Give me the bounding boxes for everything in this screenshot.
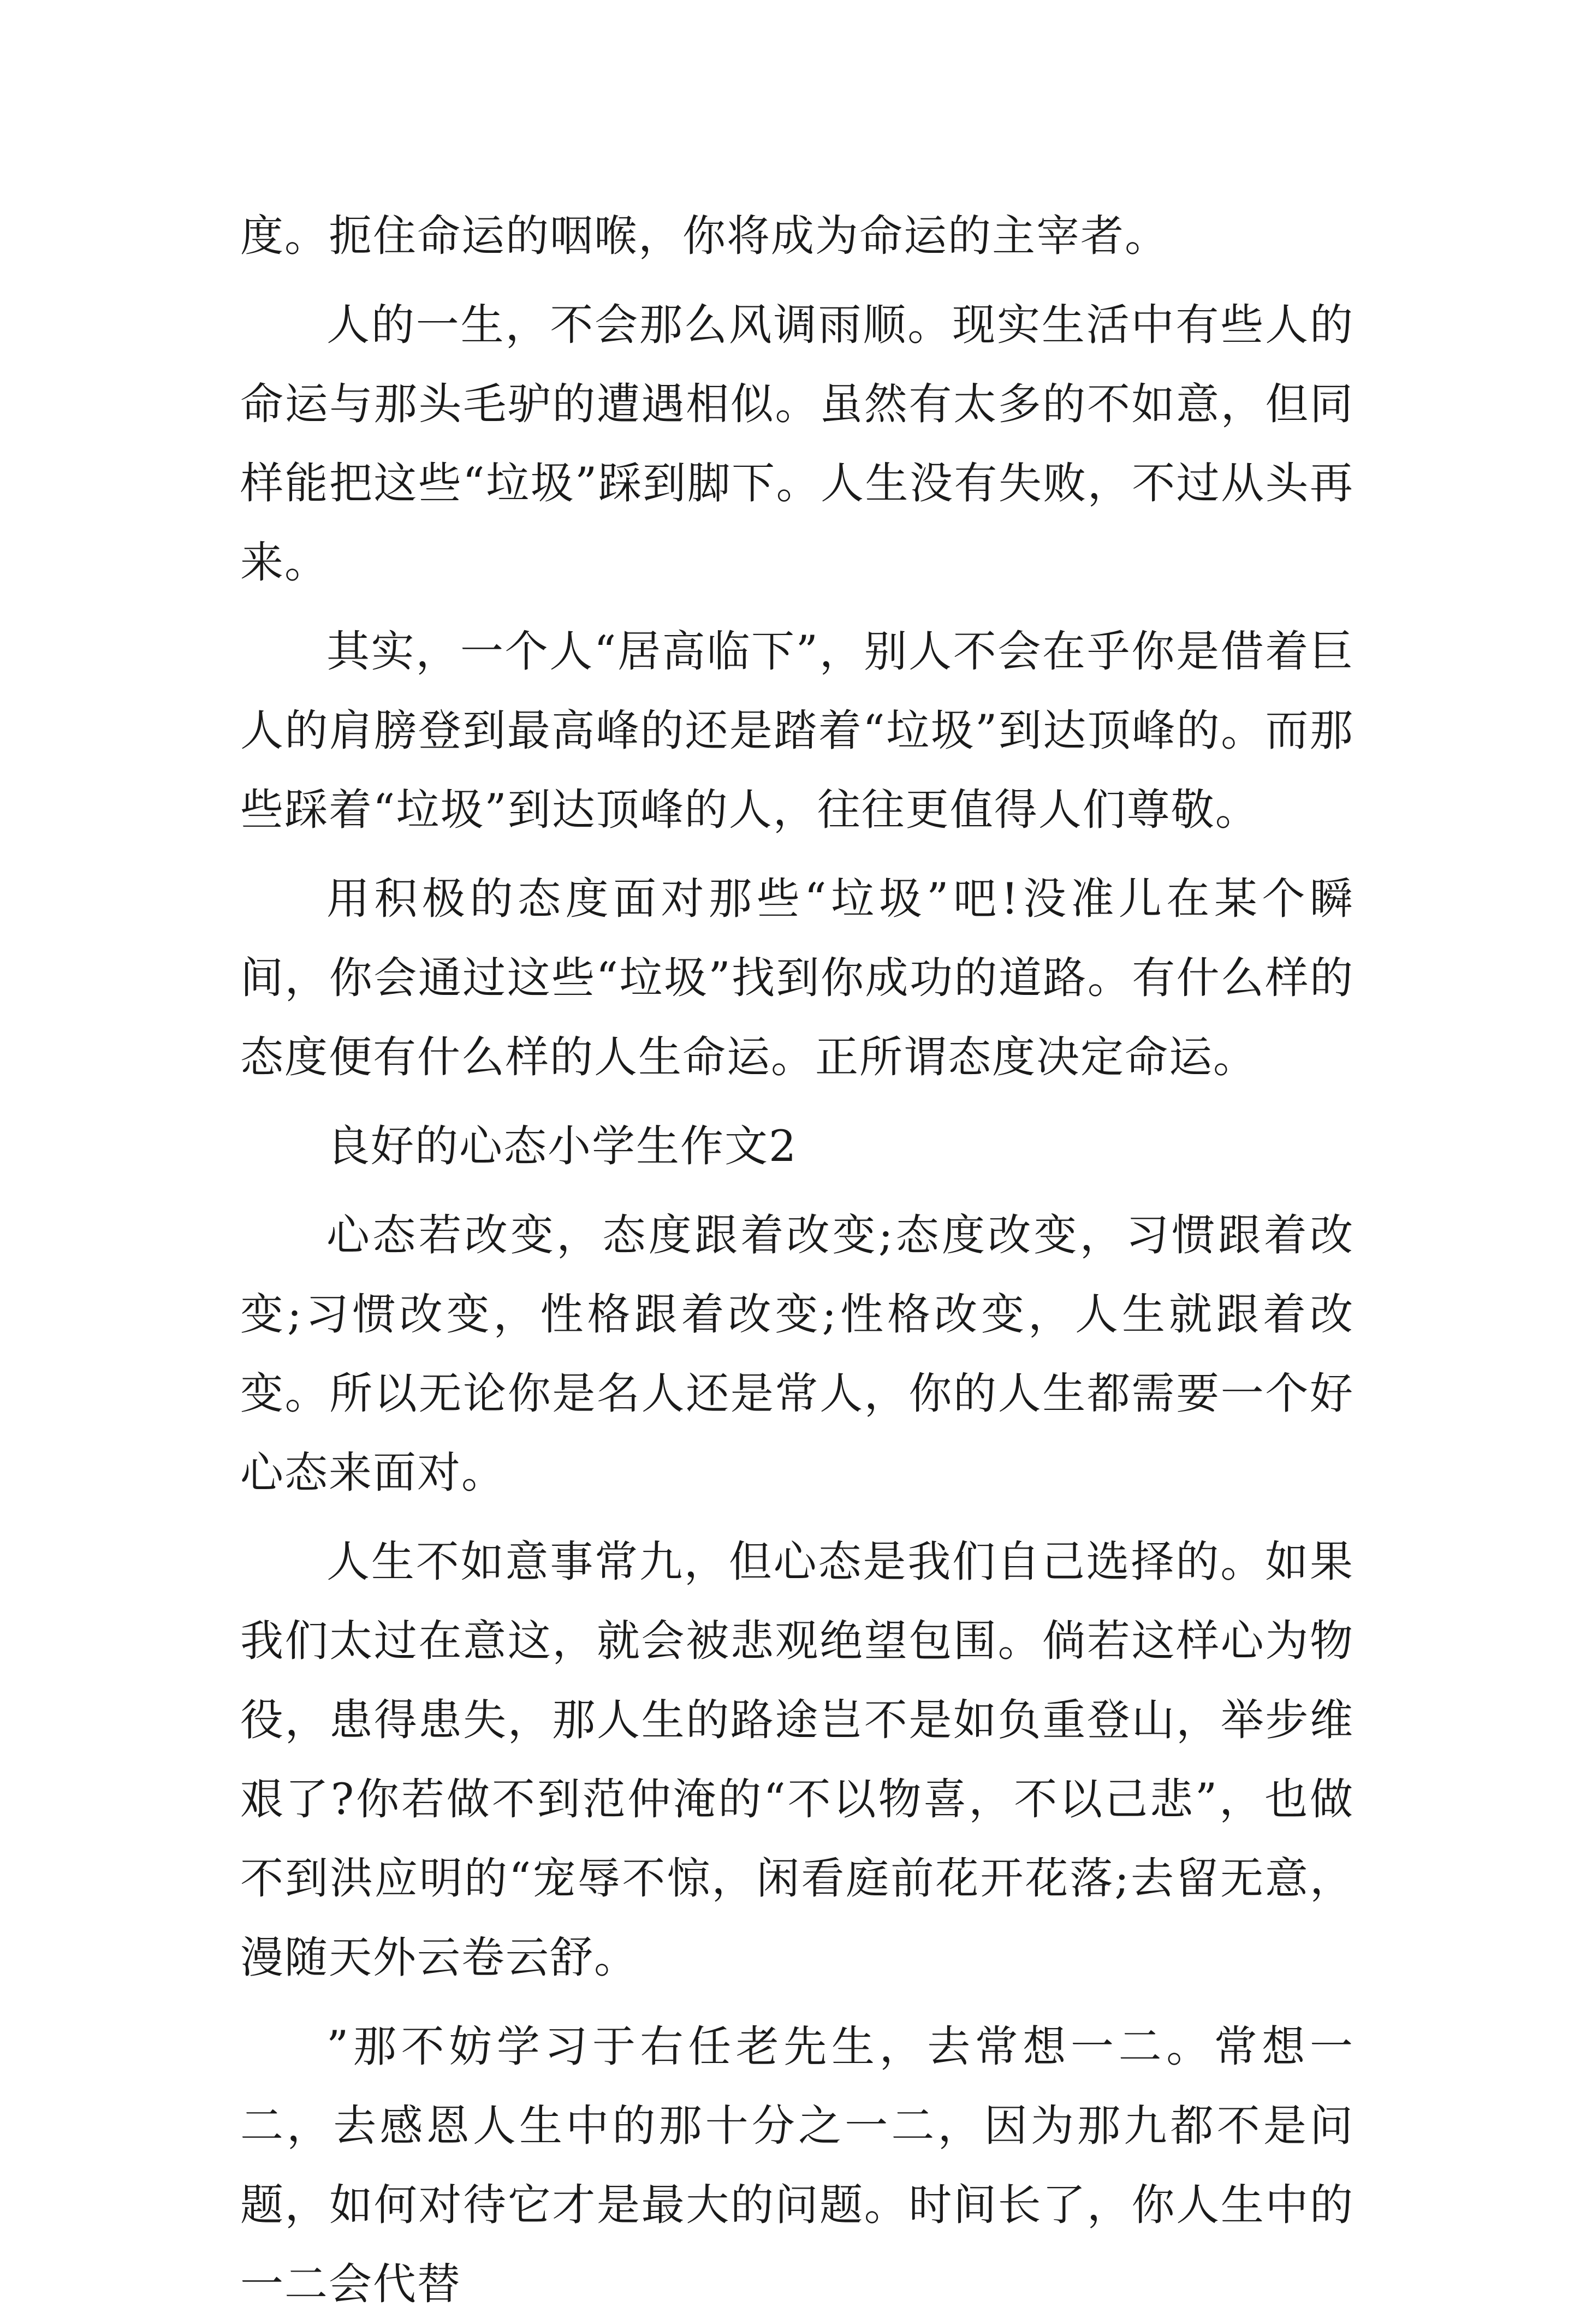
paragraph-4: 用积极的态度面对那些“垃圾”吧!没准儿在某个瞬间，你会通过这些“垃圾”找到你成功的道路。有什么样的态度便有什么样的人生命运。正所谓态度决定命运。 — [240, 874, 1354, 1082]
paragraph-7: ”那不妨学习于右任老先生，去常想一二。常想一二，去感恩人生中的那十分之一二，因为那九都不是问题，如何对待它才是最大的问题。时间长了，你人生中的一二会代替 — [240, 2021, 1354, 2309]
paragraph-6: 人生不如意事常九，但心态是我们自己选择的。如果我们太过在意这，就会被悲观绝望包围。倘若这样心为物役，患得患失，那人生的路途岂不是如负重登山，举步维艰了?你若做不到范仲淹的“不以物喜，不以己悲”，也做不到洪应明的“宠辱不惊，闲看庭前花开花落;去留无意，漫随天外云卷云舒。 — [240, 1537, 1354, 1983]
paragraph-1: 度。扼住命运的咽喉，你将成为命运的主宰者。 — [240, 211, 1169, 261]
section-heading: 良好的心态小学生作文2 — [326, 1121, 798, 1171]
paragraph-3: 其实，一个人“居高临下”，别人不会在乎你是借着巨人的肩膀登到最高峰的还是踏着“垃圾”到达顶峰的。而那些踩着“垃圾”到达顶峰的人，往往更值得人们尊敬。 — [240, 626, 1354, 835]
document-body — [240, 197, 1354, 2324]
paragraph-2: 人的一生，不会那么风调雨顺。现实生活中有些人的命运与那头毛驴的遭遇相似。虽然有太多的不如意，但同样能把这些“垃圾”踩到脚下。人生没有失败，不过从头再来。 — [240, 300, 1354, 588]
paragraph-5: 心态若改变，态度跟着改变;态度改变，习惯跟着改变;习惯改变，性格跟着改变;性格改变，人生就跟着改变。所以无论你是名人还是常人，你的人生都需要一个好心态来面对。 — [240, 1210, 1354, 1498]
